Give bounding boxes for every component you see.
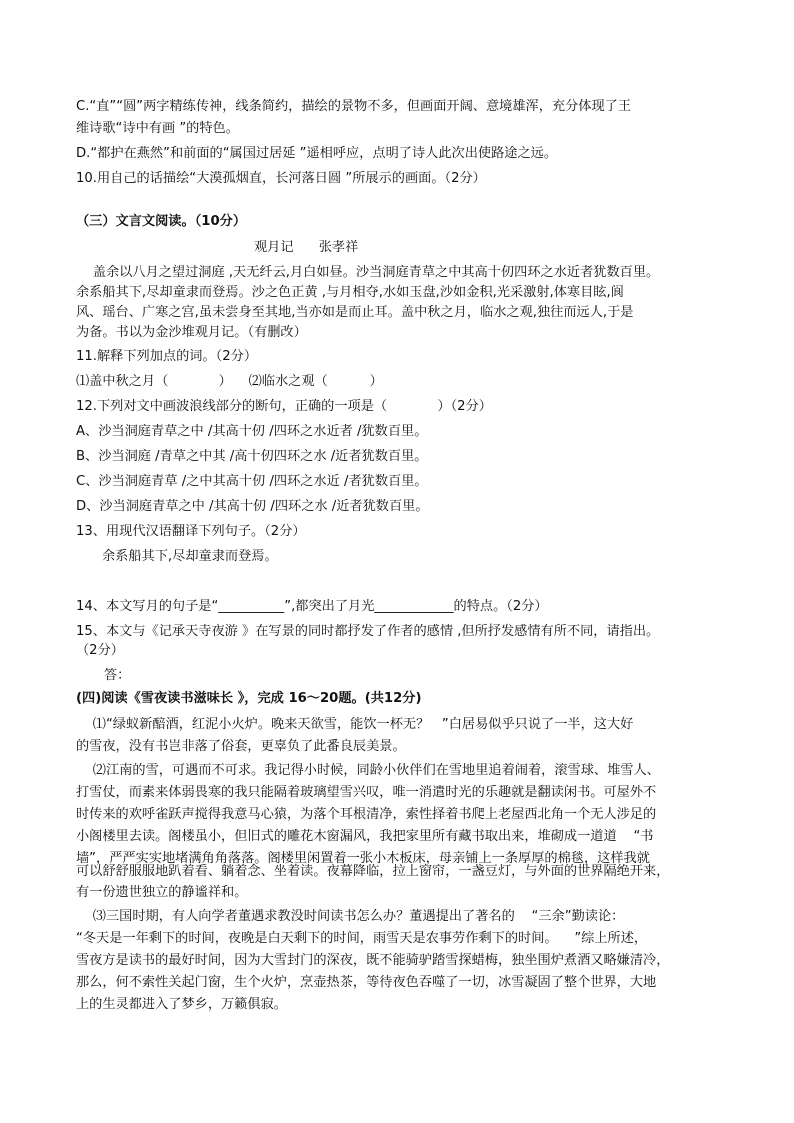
question-13-sentence: 余系船其下,尽却童隶而登焉。 xyxy=(102,549,278,564)
option-a: A、沙当洞庭青草之中 /其高十仞 /四环之水近者 /犹数百里。 xyxy=(76,424,428,439)
option-d-line1: D.“都护在燕然”和前面的“属国过居延 ”遥相呼应，点明了诗人此次出使路途之远。 xyxy=(76,146,558,161)
passage-line: 余系船其下,尽却童隶而登焉。沙之色正黄 ,与月相夺,水如玉盘,沙如金积,光采激射,体寒目眩,阆 xyxy=(76,285,624,300)
paragraph-2-line: ⑵江南的雪，可遇而不可求。我记得小时候，同龄小伙伴们在雪地里追着闹着，滚雪球、堆雪人、 xyxy=(76,763,660,778)
option-b: B、沙当洞庭 /青草之中其 /高十仞四环之水 /近者犹数百里。 xyxy=(76,449,428,464)
question-11-items: ⑴盖中秋之月（ ） ⑵临水之观（ ） xyxy=(76,374,383,389)
passage-line: 盖余以八月之望过洞庭 ,天无纤云,月白如昼。沙当洞庭青草之中其高十仞四环之水近者犹数百里。 xyxy=(76,265,660,280)
option-c-line2: 维诗歌“诗中有画 ”的特色。 xyxy=(76,121,239,136)
section3-heading: （三）文言文阅读。（10分） xyxy=(76,214,247,229)
paragraph-3-line: 雪夜方是读书的最好时间，因为大雪封门的深夜，既不能骑驴踏雪探蜡梅，独坐围炉煮酒又略嫌清冷， xyxy=(76,953,670,968)
question-11: 11.解释下列加点的词。（2分） xyxy=(76,349,258,364)
paragraph-3-line: ⑶三国时期，有人向学者董遇求教没时间读书怎么办？董遇提出了著名的 “三余”勤读论： xyxy=(76,909,625,924)
paragraph-3-line: 那么，何不索性关起门窗，生个火炉，烹壶热茶，等待夜色吞噬了一切，冰雪凝固了整个世界，大地 xyxy=(76,975,657,990)
paragraph-2-line: 可以舒舒服服地趴着看、躺着念、坐着读。夜幕降临，拉上窗帘，一盏豆灯，与外面的世界隔绝开来， xyxy=(76,864,670,879)
question-10: 10.用自己的话描绘“大漠孤烟直，长河落日圆 ”所展示的画面。（2分） xyxy=(76,171,486,186)
option-d: D、沙当洞庭青草之中 /其高十仞 /四环之水 /近者犹数百里。 xyxy=(76,499,429,514)
paragraph-2-line: 有一份遗世独立的静谧祥和。 xyxy=(76,885,248,900)
option-c: C、沙当洞庭青草 /之中其高十仞 /四环之水近 /者犹数百里。 xyxy=(76,474,428,489)
paragraph-2-line: 时传来的欢呼雀跃声搅得我意马心猿，为落个耳根清净，索性择着书爬上老屋西北角一个无人涉足的 xyxy=(76,807,657,822)
passage-title: 观月记 张孝祥 xyxy=(254,240,359,255)
paragraph-2-line: 墙”，严严实实地堵满角角落落。阁楼里闲置着一张小木板床，母亲铺上一条厚厚的棉毯，这样我就 xyxy=(76,851,650,866)
option-c-line1: C.“直”“圆”两字精练传神，线条简约，描绘的景物不多，但画面开阔、意境雄浑，充分体现了王 xyxy=(76,99,632,114)
question-15-line2: （2分） xyxy=(76,643,124,658)
section4-heading: (四)阅读《雪夜读书滋味长 》，完成 16～20题。(共12分) xyxy=(76,691,422,706)
paragraph-3-line: 上的生灵都进入了梦乡，万籁俱寂。 xyxy=(76,997,287,1012)
question-14: 14、本文写月的句子是“__________”,都突出了月光____________的特点。（2分） xyxy=(76,599,548,614)
passage-line: 为备。书以为金沙堆观月记。（有删改） xyxy=(76,325,307,340)
question-15-line1: 15、本文与《记承天寺夜游 》在写景的同时都抒发了作者的感情 ,但所抒发感情有所不同，请指出。 xyxy=(76,624,660,639)
paragraph-2-line: 小阁楼里去读。阁楼虽小，但旧式的雕花木窗漏风，我把家里所有藏书取出来，堆砌成一道道 “书 xyxy=(76,829,654,844)
passage-line: 风、瑶台、广寒之宫,虽未尝身至其地,当亦如是而止耳。盖中秋之月，临水之观,独往而远人,于是 xyxy=(76,305,634,320)
answer-label: 答： xyxy=(104,668,131,683)
paragraph-1-line: 的雪夜，没有书岂非落了俗套，更辜负了此番良辰美景。 xyxy=(76,739,406,754)
question-13: 13、用现代汉语翻译下列句子。（2分） xyxy=(76,524,306,539)
paragraph-1-line: ⑴“绿蚁新醅酒，红泥小火炉。晚来天欲雪，能饮一杯无？ ”白居易似乎只说了一半，这大好 xyxy=(76,717,634,732)
paragraph-2-line: 打雪仗，而素来体弱畏寒的我只能隔着玻璃望雪兴叹，唯一消遣时光的乐趣就是翻读闲书。可屋外不 xyxy=(76,785,657,800)
paragraph-3-line: “冬天是一年剩下的时间，夜晚是白天剩下的时间，雨雪天是农事劳作剩下的时间。 ”综上所述， xyxy=(76,931,648,946)
question-12: 12.下列对文中画波浪线部分的断句，正确的一项是（ ）（2分） xyxy=(76,399,492,414)
